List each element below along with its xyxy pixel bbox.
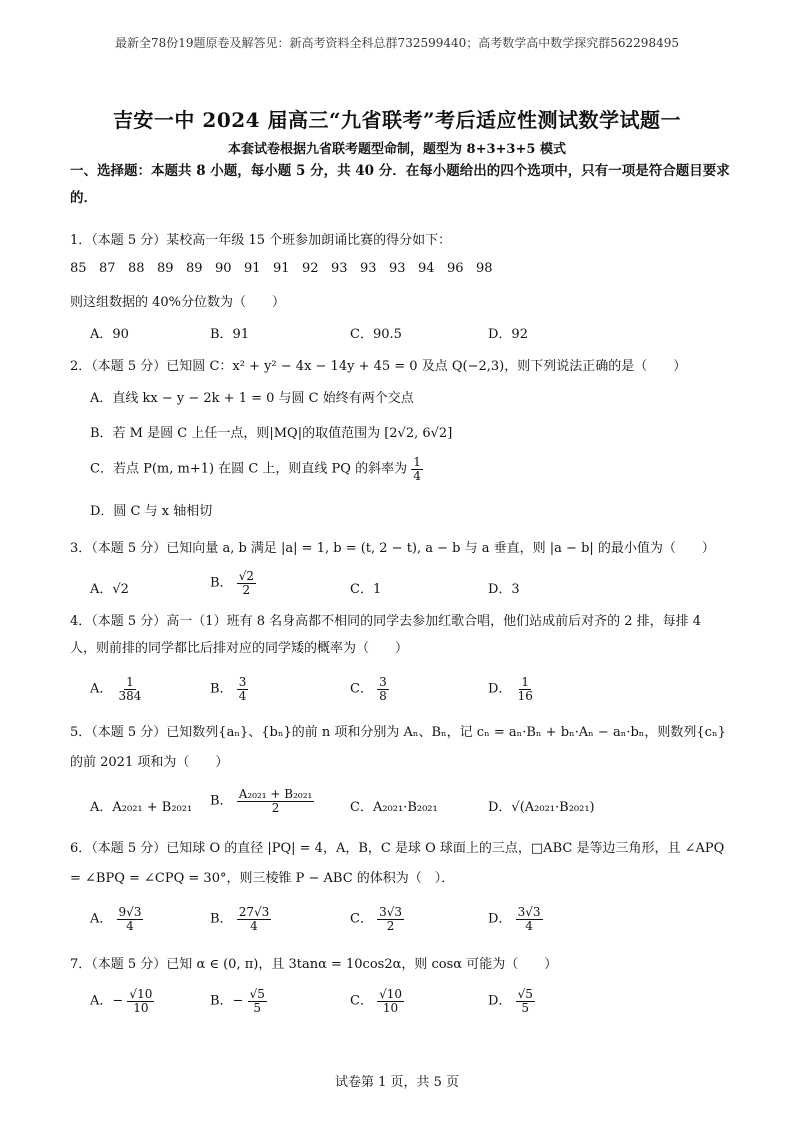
fraction (377, 676, 389, 702)
denominator: 5 (521, 1000, 530, 1015)
numerator: 1 (521, 675, 530, 689)
question-5-option-b (210, 788, 314, 814)
numerator: √2 (238, 569, 254, 583)
fraction (237, 570, 256, 596)
data-value: 91 (244, 261, 261, 276)
option-text: B． (210, 793, 233, 809)
question-2-option-b: B．若 M 是圆 C 上任一点，则|MQ|的取值范围为 [2√2, 6√2] (90, 426, 453, 441)
question-4-stem: 4．（本题 5 分）高一（1）班有 8 名身高都不相同的同学去参加红歌合唱，他们站成前后对齐的 2 排，每排 4 人，则前排的同学都比后排对应的同学矮的概率为（ ） (70, 614, 702, 656)
denominator: 4 (250, 918, 258, 933)
option-text: B．− (210, 993, 244, 1009)
denominator: 5 (253, 1000, 262, 1015)
question-7-option-b (210, 988, 267, 1014)
numerator: 3√3 (517, 905, 541, 919)
fraction (377, 988, 404, 1014)
question-5-option-a: A．A₂₀₂₁ + B₂₀₂₁ (90, 800, 193, 815)
option-text: B． (210, 911, 233, 927)
question-1-option-b: B．91 (210, 327, 250, 342)
data-value: 90 (215, 261, 232, 276)
denominator: 4 (525, 918, 533, 933)
numerator: √10 (379, 987, 403, 1001)
denominator: 16 (517, 688, 533, 703)
fraction (516, 988, 535, 1014)
denominator: 2 (242, 582, 251, 597)
denominator: 10 (382, 1000, 399, 1015)
question-3-option-b (210, 570, 256, 596)
option-text: D． (488, 911, 512, 927)
fraction (237, 906, 272, 932)
option-text: B． (210, 575, 233, 591)
question-6-stem: 6．（本题 5 分）已知球 O 的直径 |PQ| = 4，A，B，C 是球 O 球面上的三点，□ABC 是等边三角形，且 ∠APQ = ∠BPQ = ∠CPQ = 30°，则三棱锥 P − ABC 的体积为（ ）． (70, 841, 725, 886)
data-value: 85 (70, 261, 87, 276)
numerator: 3√3 (379, 905, 403, 919)
question-3-option-d: D．3 (488, 582, 520, 597)
page-title: 吉安一中 2024 届高三“九省联考”考后适应性测试数学试题一 (112, 108, 682, 132)
fraction (237, 788, 315, 814)
data-value: 96 (447, 261, 464, 276)
option-text: A． (90, 911, 113, 927)
question-6-option-c (350, 906, 404, 932)
denominator: 10 (133, 1000, 149, 1015)
numerator: 1 (413, 455, 421, 469)
page-footer: 试卷第 1 页，共 5 页 (334, 1075, 460, 1090)
fraction (117, 676, 144, 702)
numerator: √10 (129, 987, 153, 1001)
header-note: 最新全78份19题原卷及解答见：新高考资料全科总群732599440；高考数学高中数学探究群562298495 (115, 36, 679, 50)
numerator: A₂₀₂₁ + B₂₀₂₁ (238, 787, 313, 801)
question-3-option-c: C．1 (350, 582, 382, 597)
data-value: 93 (389, 261, 406, 276)
denominator: 8 (379, 688, 387, 703)
fraction (237, 676, 249, 702)
numerator: 3 (379, 675, 387, 689)
denominator: 384 (118, 688, 142, 703)
question-1-option-c: C．90.5 (350, 327, 402, 342)
denominator: 4 (238, 688, 247, 703)
option-text: C． (350, 993, 373, 1009)
question-7-option-c (350, 988, 404, 1014)
question-1-option-d: D．92 (488, 327, 528, 342)
data-value: 92 (302, 261, 319, 276)
fraction (248, 988, 267, 1014)
question-3-option-a: A．√2 (90, 582, 129, 597)
fraction (516, 676, 535, 702)
question-2-option-c (90, 456, 423, 482)
option-text: B． (210, 681, 233, 697)
question-7-option-d (488, 988, 535, 1014)
numerator: √5 (249, 987, 265, 1001)
numerator: 1 (126, 675, 134, 689)
question-2-stem: 2．（本题 5 分）已知圆 C：x² + y² − 4x − 14y + 45 = 0 及点 Q(−2,3)，则下列说法正确的是（ ） (70, 359, 687, 374)
question-1-ask: 则这组数据的 40%分位数为（ ） (70, 295, 286, 310)
fraction (411, 456, 423, 482)
question-6-option-d (488, 906, 543, 932)
question-4-option-c (350, 676, 389, 702)
question-5-option-c: C．A₂₀₂₁·B₂₀₂₁ (350, 800, 438, 815)
numerator: 9√3 (118, 905, 142, 919)
option-text: D． (488, 681, 512, 697)
data-value: 89 (157, 261, 174, 276)
question-4-option-a (90, 676, 143, 702)
question-6-option-b (210, 906, 271, 932)
question-1-stem: 1．（本题 5 分）某校高一年级 15 个班参加朗诵比赛的得分如下： (70, 233, 452, 248)
option-text: C． (350, 681, 373, 697)
data-value: 94 (418, 261, 435, 276)
numerator: √5 (517, 987, 533, 1001)
question-2-option-a: A．直线 kx − y − 2k + 1 = 0 与圆 C 始终有两个交点 (90, 391, 414, 406)
denominator: 4 (126, 918, 134, 933)
question-4-option-d (488, 676, 535, 702)
fraction (127, 988, 154, 1014)
data-value: 93 (331, 261, 348, 276)
question-7-option-a (90, 988, 154, 1014)
fraction (377, 906, 404, 932)
question-7-stem: 7．（本题 5 分）已知 α ∈ (0, π)，且 3tanα = 10cos2α，则 cosα 可能为（ ） (70, 957, 558, 972)
data-value: 93 (360, 261, 377, 276)
denominator: 4 (413, 468, 421, 483)
question-6-option-a (90, 906, 143, 932)
fraction (516, 906, 543, 932)
data-value: 98 (476, 261, 493, 276)
numerator: 3 (238, 675, 247, 689)
page-subtitle: 本套试卷根据九省联考题型命制，题型为 8+3+3+5 模式 (228, 142, 566, 157)
question-3-stem: 3．（本题 5 分）已知向量 a, b 满足 |a| = 1, b = (t, 2 − t), a − b 与 a 垂直，则 |a − b| 的最小值为（ ） (70, 541, 715, 556)
option-text: C．若点 P(m, m+1) 在圆 C 上，则直线 PQ 的斜率为 (90, 461, 408, 477)
question-2-option-d: D．圆 C 与 x 轴相切 (90, 504, 213, 519)
section-heading: 一、选择题：本题共 8 小题，每小题 5 分，共 40 分．在每小题给出的四个选项中，只有一项是符合题目要求的． (70, 163, 730, 206)
question-1-data (70, 261, 505, 276)
question-4-option-b (210, 676, 248, 702)
question-1-option-a: A．90 (90, 327, 129, 342)
data-value: 88 (128, 261, 145, 276)
option-text: A． (90, 681, 113, 697)
numerator: 27√3 (238, 905, 270, 919)
fraction (117, 906, 144, 932)
question-5-option-d: D．√(A₂₀₂₁·B₂₀₂₁) (488, 800, 595, 815)
data-value: 89 (186, 261, 203, 276)
option-text: A．− (90, 993, 124, 1009)
data-value: 91 (273, 261, 290, 276)
option-text: D． (488, 993, 512, 1009)
data-value: 87 (99, 261, 116, 276)
question-5-stem: 5．（本题 5 分）已知数列{aₙ}、{bₙ}的前 n 项和分别为 Aₙ、Bₙ，记 cₙ = aₙ·Bₙ + bₙ·Aₙ − aₙ·bₙ，则数列{cₙ}的前 2021 项和为（ ） (70, 725, 726, 770)
denominator: 2 (271, 800, 280, 815)
option-text: C． (350, 911, 373, 927)
denominator: 2 (386, 918, 395, 933)
